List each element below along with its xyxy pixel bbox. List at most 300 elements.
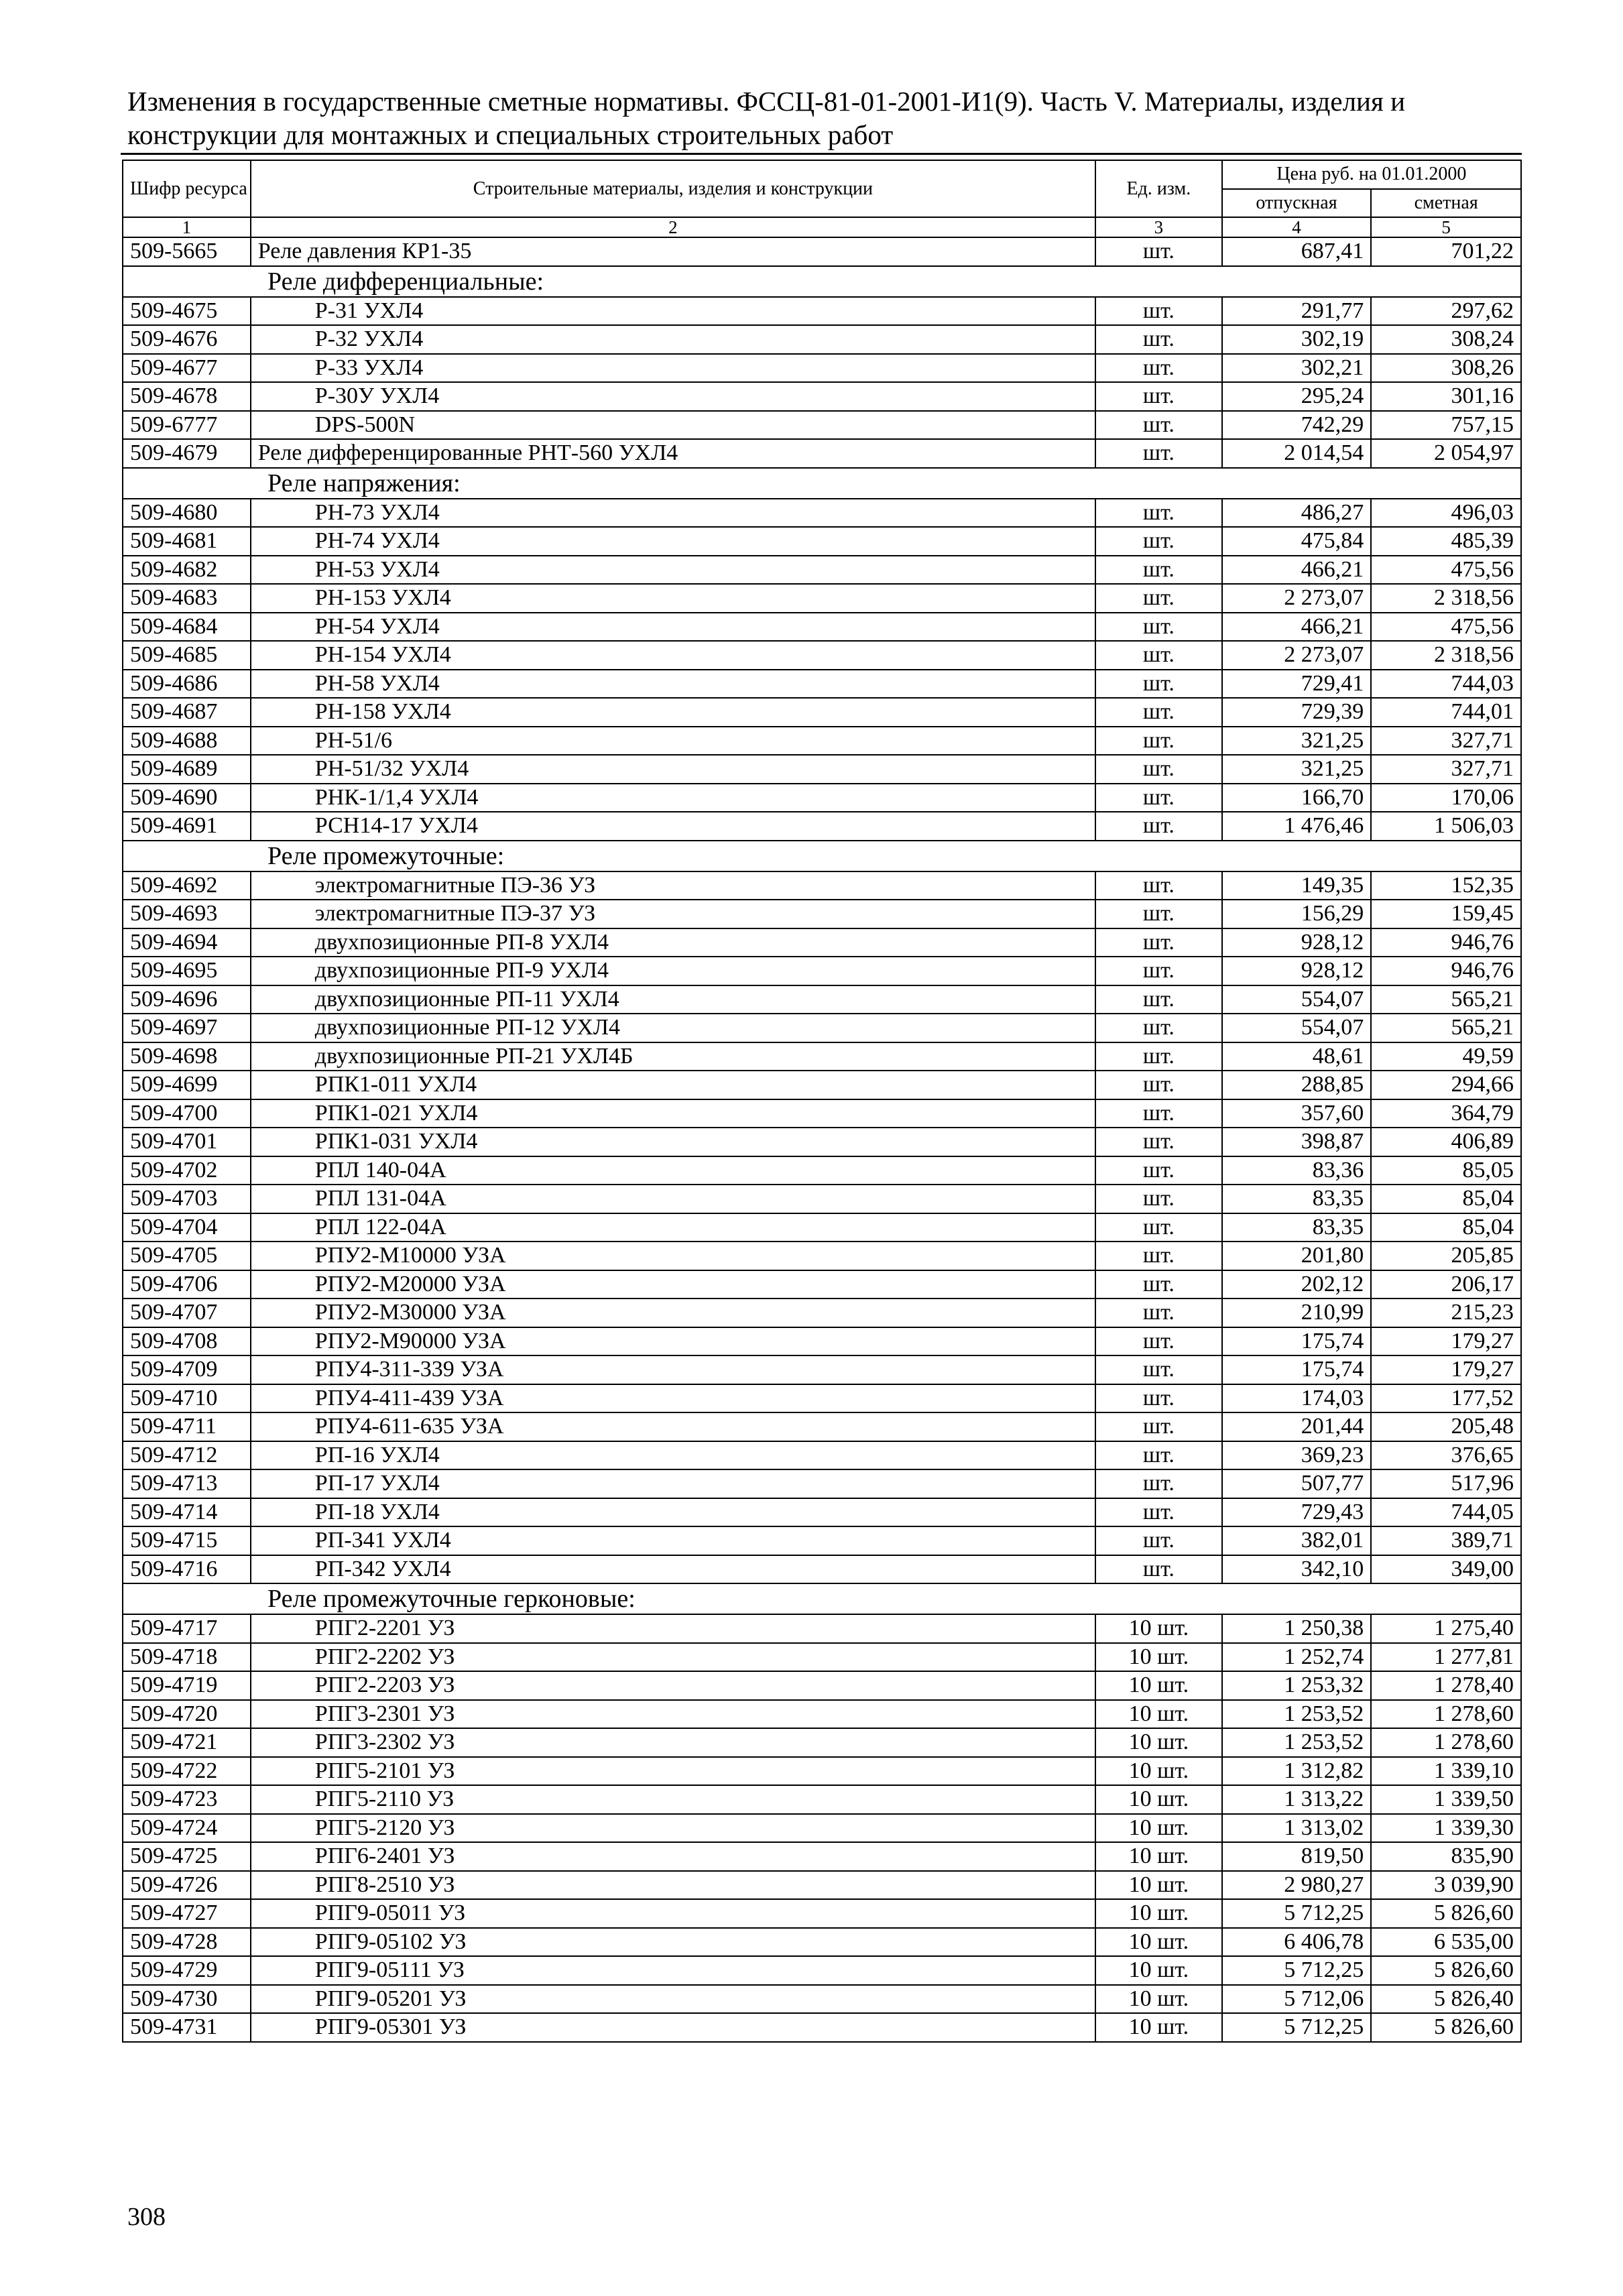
table-row (123, 985, 1521, 1014)
table-row (123, 1871, 1521, 1900)
release-price: 174,03 (1222, 1384, 1372, 1413)
estimate-price: 364,79 (1371, 1099, 1521, 1128)
document-header (127, 84, 1528, 152)
resource-code: 509-4701 (123, 1128, 251, 1156)
resource-code: 509-4681 (123, 527, 251, 556)
estimate-price: 6 535,00 (1371, 1928, 1521, 1957)
unit-cell: шт. (1095, 641, 1222, 670)
unit-cell: шт. (1095, 1298, 1222, 1327)
resource-code: 509-4702 (123, 1156, 251, 1185)
resource-name: РСН14-17 УХЛ4 (251, 812, 1095, 841)
unit-cell: шт. (1095, 1156, 1222, 1185)
resource-code: 509-4685 (123, 641, 251, 670)
resource-code: 509-4728 (123, 1928, 251, 1957)
estimate-price: 406,89 (1371, 1128, 1521, 1156)
resource-code: 509-4693 (123, 900, 251, 928)
resource-code: 509-4675 (123, 297, 251, 326)
resource-name: РП-16 УХЛ4 (251, 1441, 1095, 1470)
table-row (123, 2013, 1521, 2042)
estimate-price: 5 826,60 (1371, 2013, 1521, 2042)
estimate-price: 946,76 (1371, 928, 1521, 957)
resource-name: РПГ8-2510 УЗ (251, 1871, 1095, 1900)
head-code: Шифр ресурса (123, 160, 251, 217)
release-price: 201,44 (1222, 1412, 1372, 1441)
resource-name: двухпозиционные РП-12 УХЛ4 (251, 1014, 1095, 1042)
release-price: 687,41 (1222, 237, 1372, 266)
unit-cell: шт. (1095, 297, 1222, 326)
table-row (123, 1270, 1521, 1299)
resource-name: РП-342 УХЛ4 (251, 1555, 1095, 1584)
resource-name: РПГ5-2120 УЗ (251, 1814, 1095, 1843)
estimate-price: 177,52 (1371, 1384, 1521, 1413)
table-row (123, 1156, 1521, 1185)
table-row (123, 1614, 1521, 1643)
unit-cell: шт. (1095, 1185, 1222, 1213)
table-head (123, 160, 1521, 237)
estimate-price: 49,59 (1371, 1042, 1521, 1071)
resource-code: 509-4721 (123, 1728, 251, 1757)
head-col-number: 5 (1371, 217, 1521, 237)
estimate-price: 3 039,90 (1371, 1871, 1521, 1900)
unit-cell: шт. (1095, 1384, 1222, 1413)
table-row (123, 727, 1521, 756)
resource-name: РН-153 УХЛ4 (251, 584, 1095, 613)
table-row (123, 382, 1521, 411)
estimate-price: 1 339,30 (1371, 1814, 1521, 1843)
resource-name: Реле давления КР1-35 (251, 237, 1095, 266)
unit-cell: 10 шт. (1095, 1928, 1222, 1957)
table-row (123, 1441, 1521, 1470)
resource-name: РПУ4-311-339 УЗА (251, 1355, 1095, 1384)
unit-cell: 10 шт. (1095, 1700, 1222, 1729)
unit-cell: шт. (1095, 411, 1222, 440)
estimate-price: 5 826,60 (1371, 1899, 1521, 1928)
table-row (123, 1469, 1521, 1498)
table-row (123, 1071, 1521, 1099)
estimate-price: 2 054,97 (1371, 439, 1521, 468)
release-price: 83,35 (1222, 1213, 1372, 1242)
unit-cell: шт. (1095, 900, 1222, 928)
release-price: 928,12 (1222, 957, 1372, 985)
resource-code: 509-4691 (123, 812, 251, 841)
release-price: 369,23 (1222, 1441, 1372, 1470)
resource-name: РПЛ 131-04А (251, 1185, 1095, 1213)
resource-name: РПГ5-2110 УЗ (251, 1785, 1095, 1814)
estimate-price: 206,17 (1371, 1270, 1521, 1299)
estimate-price: 179,27 (1371, 1327, 1521, 1356)
unit-cell: 10 шт. (1095, 1842, 1222, 1871)
resource-name: РПГ9-05102 УЗ (251, 1928, 1095, 1957)
estimate-price: 308,24 (1371, 325, 1521, 354)
resource-code: 509-4715 (123, 1526, 251, 1555)
table-row (123, 499, 1521, 528)
table-row (123, 556, 1521, 585)
unit-cell: шт. (1095, 1128, 1222, 1156)
resource-name: РПГ3-2302 УЗ (251, 1728, 1095, 1757)
table-row (123, 1842, 1521, 1871)
page-number: 308 (127, 2203, 166, 2231)
resource-code: 509-4729 (123, 1956, 251, 1985)
table-row (123, 1956, 1521, 1985)
table-row (123, 411, 1521, 440)
resource-name: DPS-500N (251, 411, 1095, 440)
resource-code: 509-4686 (123, 670, 251, 699)
unit-cell: 10 шт. (1095, 1814, 1222, 1843)
head-col-number: 1 (123, 217, 251, 237)
release-price: 302,21 (1222, 354, 1372, 383)
resource-name: РП-17 УХЛ4 (251, 1469, 1095, 1498)
resource-name: РПЛ 140-04А (251, 1156, 1095, 1185)
unit-cell: шт. (1095, 1441, 1222, 1470)
unit-cell: шт. (1095, 354, 1222, 383)
estimate-price: 215,23 (1371, 1298, 1521, 1327)
table-row (123, 1327, 1521, 1356)
estimate-price: 349,00 (1371, 1555, 1521, 1584)
resource-code: 509-4707 (123, 1298, 251, 1327)
resource-code: 509-4714 (123, 1498, 251, 1527)
unit-cell: 10 шт. (1095, 1899, 1222, 1928)
resource-code: 509-4708 (123, 1327, 251, 1356)
resource-code: 509-4696 (123, 985, 251, 1014)
release-price: 466,21 (1222, 613, 1372, 642)
release-price: 5 712,25 (1222, 2013, 1372, 2042)
unit-cell: шт. (1095, 1355, 1222, 1384)
resource-code: 509-4680 (123, 499, 251, 528)
resource-name: РН-158 УХЛ4 (251, 698, 1095, 727)
resource-name: Р-32 УХЛ4 (251, 325, 1095, 354)
unit-cell: шт. (1095, 613, 1222, 642)
unit-cell: шт. (1095, 698, 1222, 727)
table-row (123, 1728, 1521, 1757)
resource-name: двухпозиционные РП-11 УХЛ4 (251, 985, 1095, 1014)
resource-name: двухпозиционные РП-8 УХЛ4 (251, 928, 1095, 957)
resource-code: 509-4682 (123, 556, 251, 585)
resource-name: РПГ6-2401 УЗ (251, 1842, 1095, 1871)
release-price: 5 712,06 (1222, 1985, 1372, 2014)
resource-name: РПГ9-05111 УЗ (251, 1956, 1095, 1985)
resource-code: 509-4711 (123, 1412, 251, 1441)
estimate-price: 744,01 (1371, 698, 1521, 727)
unit-cell: шт. (1095, 527, 1222, 556)
release-price: 83,35 (1222, 1185, 1372, 1213)
table-row (123, 900, 1521, 928)
resource-code: 509-4725 (123, 1842, 251, 1871)
unit-cell: шт. (1095, 1099, 1222, 1128)
table-row (123, 784, 1521, 812)
release-price: 486,27 (1222, 499, 1372, 528)
table-row (123, 584, 1521, 613)
table-row (123, 1298, 1521, 1327)
release-price: 156,29 (1222, 900, 1372, 928)
table-row (123, 237, 1521, 266)
table-row (123, 439, 1521, 468)
unit-cell: 10 шт. (1095, 1614, 1222, 1643)
resource-code: 509-4709 (123, 1355, 251, 1384)
estimate-price: 389,71 (1371, 1526, 1521, 1555)
release-price: 1 253,32 (1222, 1671, 1372, 1700)
head-col-number: 4 (1222, 217, 1372, 237)
unit-cell: шт. (1095, 382, 1222, 411)
release-price: 2 980,27 (1222, 1871, 1372, 1900)
unit-cell: 10 шт. (1095, 1785, 1222, 1814)
estimate-price: 485,39 (1371, 527, 1521, 556)
unit-cell: шт. (1095, 439, 1222, 468)
resource-name: РПК1-031 УХЛ4 (251, 1128, 1095, 1156)
resource-name: РНК-1/1,4 УХЛ4 (251, 784, 1095, 812)
resource-code: 509-4713 (123, 1469, 251, 1498)
release-price: 302,19 (1222, 325, 1372, 354)
table-row (123, 1671, 1521, 1700)
estimate-price: 170,06 (1371, 784, 1521, 812)
release-price: 295,24 (1222, 382, 1372, 411)
resource-code: 509-4716 (123, 1555, 251, 1584)
resource-code: 509-5665 (123, 237, 251, 266)
resource-code: 509-4712 (123, 1441, 251, 1470)
table-row (123, 957, 1521, 985)
estimate-price: 701,22 (1371, 237, 1521, 266)
release-price: 1 313,22 (1222, 1785, 1372, 1814)
resource-code: 509-6777 (123, 411, 251, 440)
release-price: 928,12 (1222, 928, 1372, 957)
resource-code: 509-4677 (123, 354, 251, 383)
resource-code: 509-4678 (123, 382, 251, 411)
unit-cell: шт. (1095, 499, 1222, 528)
release-price: 357,60 (1222, 1099, 1372, 1128)
release-price: 210,99 (1222, 1298, 1372, 1327)
resource-code: 509-4724 (123, 1814, 251, 1843)
resource-code: 509-4688 (123, 727, 251, 756)
table-row (123, 1526, 1521, 1555)
resource-code: 509-4690 (123, 784, 251, 812)
resource-code: 509-4676 (123, 325, 251, 354)
unit-cell: шт. (1095, 237, 1222, 266)
section-row (123, 841, 1521, 871)
unit-cell: 10 шт. (1095, 1728, 1222, 1757)
table-row (123, 1928, 1521, 1957)
estimate-price: 744,05 (1371, 1498, 1521, 1527)
release-price: 291,77 (1222, 297, 1372, 326)
resource-code: 509-4692 (123, 871, 251, 900)
table-row (123, 1785, 1521, 1814)
release-price: 2 273,07 (1222, 584, 1372, 613)
resource-name: РПГ2-2202 УЗ (251, 1643, 1095, 1672)
resource-code: 509-4684 (123, 613, 251, 642)
unit-cell: шт. (1095, 1014, 1222, 1042)
header-line-2: конструкции для монтажных и специальных строительных работ (127, 119, 894, 150)
release-price: 5 712,25 (1222, 1956, 1372, 1985)
resource-code: 509-4683 (123, 584, 251, 613)
release-price: 729,41 (1222, 670, 1372, 699)
resource-name: РПГ9-05201 УЗ (251, 1985, 1095, 2014)
unit-cell: шт. (1095, 670, 1222, 699)
release-price: 819,50 (1222, 1842, 1372, 1871)
estimate-price: 1 339,50 (1371, 1785, 1521, 1814)
table-row (123, 1042, 1521, 1071)
estimate-price: 565,21 (1371, 985, 1521, 1014)
resource-name: двухпозиционные РП-21 УХЛ4Б (251, 1042, 1095, 1071)
estimate-price: 1 339,10 (1371, 1757, 1521, 1786)
table-row (123, 670, 1521, 699)
resource-name: двухпозиционные РП-9 УХЛ4 (251, 957, 1095, 985)
resource-code: 509-4710 (123, 1384, 251, 1413)
section-row (123, 266, 1521, 297)
estimate-price: 205,85 (1371, 1242, 1521, 1270)
estimate-price: 297,62 (1371, 297, 1521, 326)
unit-cell: шт. (1095, 928, 1222, 957)
resource-code: 509-4727 (123, 1899, 251, 1928)
release-price: 202,12 (1222, 1270, 1372, 1299)
table-row (123, 1498, 1521, 1527)
resource-name: РН-53 УХЛ4 (251, 556, 1095, 585)
release-price: 2 014,54 (1222, 439, 1372, 468)
resource-name: РН-154 УХЛ4 (251, 641, 1095, 670)
resource-name: РП-18 УХЛ4 (251, 1498, 1095, 1527)
table-row (123, 1814, 1521, 1843)
estimate-price: 496,03 (1371, 499, 1521, 528)
release-price: 1 253,52 (1222, 1700, 1372, 1729)
resource-code: 509-4700 (123, 1099, 251, 1128)
estimate-price: 1 278,40 (1371, 1671, 1521, 1700)
release-price: 1 253,52 (1222, 1728, 1372, 1757)
unit-cell: шт. (1095, 871, 1222, 900)
table-row (123, 1555, 1521, 1584)
resource-name: РПГ9-05301 УЗ (251, 2013, 1095, 2042)
unit-cell: шт. (1095, 784, 1222, 812)
unit-cell: шт. (1095, 1412, 1222, 1441)
unit-cell: 10 шт. (1095, 2013, 1222, 2042)
unit-cell: 10 шт. (1095, 1757, 1222, 1786)
resource-name: РПГ2-2203 УЗ (251, 1671, 1095, 1700)
section-title: Реле промежуточные герконовые: (123, 1583, 1521, 1614)
estimate-price: 565,21 (1371, 1014, 1521, 1042)
resource-name: РПУ2-М30000 УЗА (251, 1298, 1095, 1327)
release-price: 554,07 (1222, 985, 1372, 1014)
table-row (123, 297, 1521, 326)
table-row (123, 613, 1521, 642)
release-price: 1 313,02 (1222, 1814, 1372, 1843)
release-price: 1 312,82 (1222, 1757, 1372, 1786)
table-row (123, 1213, 1521, 1242)
unit-cell: шт. (1095, 1469, 1222, 1498)
release-price: 742,29 (1222, 411, 1372, 440)
table-row (123, 354, 1521, 383)
resource-name: РПУ2-М20000 УЗА (251, 1270, 1095, 1299)
unit-cell: шт. (1095, 1042, 1222, 1071)
header-rule (121, 153, 1522, 155)
release-price: 321,25 (1222, 727, 1372, 756)
resource-code: 509-4705 (123, 1242, 251, 1270)
resource-name: РН-73 УХЛ4 (251, 499, 1095, 528)
release-price: 507,77 (1222, 1469, 1372, 1498)
head-col-number: 2 (251, 217, 1095, 237)
estimate-price: 85,04 (1371, 1185, 1521, 1213)
section-row (123, 468, 1521, 499)
head-release: отпускная (1222, 189, 1372, 218)
unit-cell: шт. (1095, 1270, 1222, 1299)
header-line-1: Изменения в государственные сметные нормативы. ФССЦ-81-01-2001-И1(9). Часть V. Материалы, изделия и (127, 86, 1406, 117)
estimate-price: 1 278,60 (1371, 1728, 1521, 1757)
table-row (123, 1242, 1521, 1270)
resource-name: РН-74 УХЛ4 (251, 527, 1095, 556)
estimate-price: 744,03 (1371, 670, 1521, 699)
estimate-price: 159,45 (1371, 900, 1521, 928)
resource-name: РПУ2-М10000 УЗА (251, 1242, 1095, 1270)
estimate-price: 757,15 (1371, 411, 1521, 440)
resource-code: 509-4698 (123, 1042, 251, 1071)
resource-code: 509-4694 (123, 928, 251, 957)
resource-name: РП-341 УХЛ4 (251, 1526, 1095, 1555)
table-row (123, 1384, 1521, 1413)
table-row (123, 755, 1521, 784)
release-price: 1 250,38 (1222, 1614, 1372, 1643)
unit-cell: 10 шт. (1095, 1871, 1222, 1900)
resource-name: РПУ4-411-439 УЗА (251, 1384, 1095, 1413)
resource-name: РПК1-021 УХЛ4 (251, 1099, 1095, 1128)
resource-code: 509-4718 (123, 1643, 251, 1672)
estimate-price: 1 506,03 (1371, 812, 1521, 841)
release-price: 398,87 (1222, 1128, 1372, 1156)
table-row (123, 1899, 1521, 1928)
release-price: 175,74 (1222, 1355, 1372, 1384)
table-row (123, 325, 1521, 354)
unit-cell: шт. (1095, 957, 1222, 985)
release-price: 382,01 (1222, 1526, 1372, 1555)
resource-code: 509-4719 (123, 1671, 251, 1700)
resource-name: Р-31 УХЛ4 (251, 297, 1095, 326)
estimate-price: 475,56 (1371, 613, 1521, 642)
unit-cell: шт. (1095, 1327, 1222, 1356)
table-body (123, 237, 1521, 2042)
unit-cell: шт. (1095, 1526, 1222, 1555)
release-price: 1 476,46 (1222, 812, 1372, 841)
resource-name: РПГ5-2101 УЗ (251, 1757, 1095, 1786)
unit-cell: 10 шт. (1095, 1956, 1222, 1985)
estimate-price: 294,66 (1371, 1071, 1521, 1099)
price-table (122, 160, 1522, 2043)
resource-code: 509-4731 (123, 2013, 251, 2042)
head-col-number: 3 (1095, 217, 1222, 237)
release-price: 342,10 (1222, 1555, 1372, 1584)
resource-name: РПГ2-2201 УЗ (251, 1614, 1095, 1643)
section-title: Реле промежуточные: (123, 841, 1521, 871)
estimate-price: 946,76 (1371, 957, 1521, 985)
resource-name: РН-58 УХЛ4 (251, 670, 1095, 699)
release-price: 149,35 (1222, 871, 1372, 900)
section-row (123, 1583, 1521, 1614)
table-row (123, 1985, 1521, 2014)
release-price: 288,85 (1222, 1071, 1372, 1099)
resource-code: 509-4679 (123, 439, 251, 468)
table-row (123, 527, 1521, 556)
resource-code: 509-4687 (123, 698, 251, 727)
unit-cell: 10 шт. (1095, 1643, 1222, 1672)
estimate-price: 517,96 (1371, 1469, 1521, 1498)
resource-code: 509-4726 (123, 1871, 251, 1900)
resource-code: 509-4722 (123, 1757, 251, 1786)
table-row (123, 1412, 1521, 1441)
head-price: Цена руб. на 01.01.2000 (1222, 160, 1521, 189)
resource-code: 509-4703 (123, 1185, 251, 1213)
resource-name: Р-33 УХЛ4 (251, 354, 1095, 383)
estimate-price: 1 278,60 (1371, 1700, 1521, 1729)
resource-code: 509-4717 (123, 1614, 251, 1643)
section-title: Реле дифференциальные: (123, 266, 1521, 297)
estimate-price: 205,48 (1371, 1412, 1521, 1441)
resource-name: РН-51/32 УХЛ4 (251, 755, 1095, 784)
unit-cell: шт. (1095, 1555, 1222, 1584)
estimate-price: 308,26 (1371, 354, 1521, 383)
release-price: 475,84 (1222, 527, 1372, 556)
